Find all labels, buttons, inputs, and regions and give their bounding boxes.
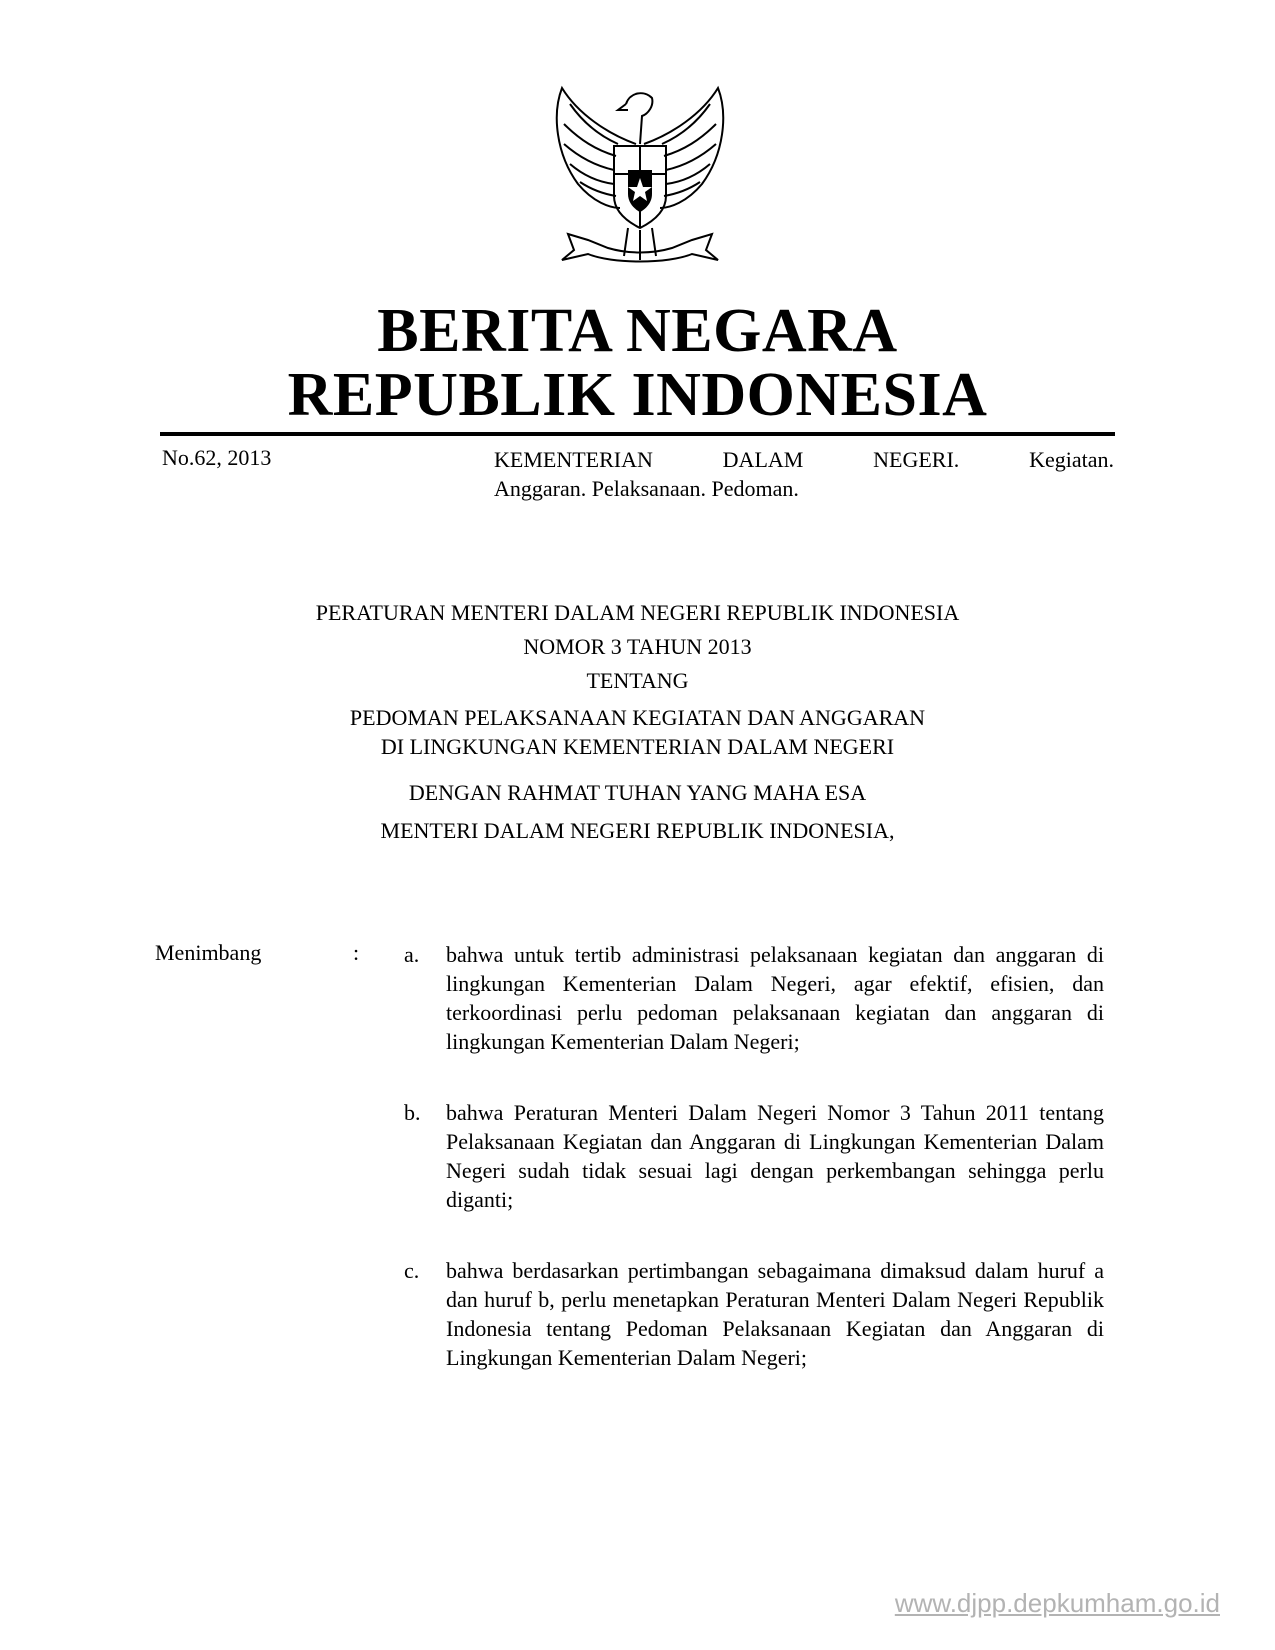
item-mark: b. (404, 1100, 421, 1125)
regulation-subject-line1: PEDOMAN PELAKSANAAN KEGIATAN DAN ANGGARAN (349, 705, 926, 730)
item-text: bahwa berdasarkan pertimbangan sebagaimana dimaksud dalam huruf a dan huruf b, perlu menetapkan Peraturan Menteri Dalam Negeri Republik Indonesia tentang Pedoman Pelaksanaan Kegiatan dan Anggaran di Lingkungan Kementerian Dalam Negeri; (446, 1258, 1104, 1370)
considerations-colon: : (353, 940, 360, 965)
topic-word: DALAM (722, 447, 804, 472)
item-mark: c. (404, 1258, 420, 1283)
gazette-topic (494, 445, 1114, 503)
item-text: bahwa Peraturan Menteri Dalam Negeri Nomor 3 Tahun 2011 tentang Pelaksanaan Kegiatan dan Anggaran di Lingkungan Kementerian Dalam Negeri sudah tidak sesuai lagi dengan perkembangan sehingga perlu diganti; (446, 1100, 1104, 1212)
topic-word: Kegiatan. (1029, 447, 1114, 472)
item-mark: a. (404, 942, 420, 967)
issuer: MENTERI DALAM NEGERI REPUBLIK INDONESIA, (380, 818, 895, 843)
masthead-divider (160, 432, 1115, 436)
gazette-number: No.62, 2013 (162, 445, 272, 470)
topic-word: KEMENTERIAN (494, 447, 653, 472)
invocation: DENGAN RAHMAT TUHAN YANG MAHA ESA (408, 780, 867, 805)
garuda-emblem-icon (548, 84, 732, 274)
masthead-title: BERITA NEGARA (377, 297, 898, 365)
topic-word: NEGERI. (873, 447, 960, 472)
considerations-label: Menimbang (155, 940, 262, 965)
regulation-number: NOMOR 3 TAHUN 2013 (523, 634, 752, 659)
item-text: bahwa untuk tertib administrasi pelaksanaan kegiatan dan anggaran di lingkungan Kementerian Dalam Negeri, agar efektif, efisien, dan terkoordinasi perlu pedoman pelaksanaan kegiatan dan anggaran di lingkungan Kementerian Dalam Negeri; (446, 942, 1104, 1054)
footer-website-link[interactable]: www.djpp.depkumham.go.id (894, 1588, 1220, 1618)
regulation-title: PERATURAN MENTERI DALAM NEGERI REPUBLIK INDONESIA (315, 600, 960, 625)
regulation-about: TENTANG (586, 668, 689, 693)
masthead-subtitle: REPUBLIK INDONESIA (287, 361, 988, 429)
regulation-subject-line2: DI LINGKUNGAN KEMENTERIAN DALAM NEGERI (380, 734, 895, 759)
topic-line-2: Anggaran. Pelaksanaan. Pedoman. (494, 476, 799, 501)
